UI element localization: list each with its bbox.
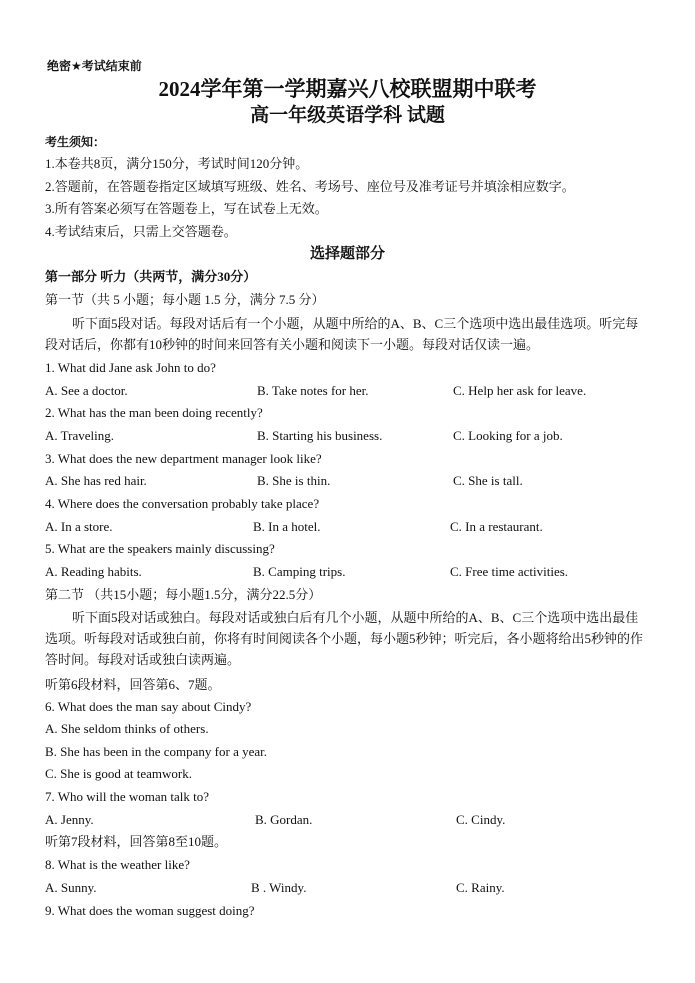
part1-heading: 第一部分 听力（共两节，满分30分） (45, 269, 257, 284)
option-a: A. Jenny. (45, 812, 94, 827)
question-stem: 6. What does the man say about Cindy? (45, 699, 252, 714)
option-b: B. She has been in the company for a year. (45, 744, 268, 759)
option-b: B. In a hotel. (253, 519, 321, 534)
option-c: C. Cindy. (456, 812, 506, 827)
option-b: B. Starting his business. (257, 428, 383, 443)
question-stem: 2. What has the man been doing recently? (45, 405, 263, 420)
option-a: A. In a store. (45, 519, 113, 534)
section-title: 选择题部分 (309, 246, 385, 262)
option-c: C. Free time activities. (450, 564, 569, 579)
option-a: A. Traveling. (45, 428, 114, 443)
notice-item: 1.本卷共8页，满分150分，考试时间120分钟。 (45, 156, 309, 171)
question-stem: 3. What does the new department manager look like? (45, 451, 322, 466)
question-stem: 5. What are the speakers mainly discussing? (45, 541, 275, 556)
sec2-instructions: 听下面5段对话或独白。每段对话或独白后有几个小题，从题中所给的A、B、C三个选项中选出最佳选项。听每段对话或独白前，你将有时间阅读各个小题，每小题5秒钟；听完后，各小题将给出5秒钟的作答时间。每段对话或独白读两遍。 (45, 610, 644, 667)
sec1-instructions: 听下面5段对话。每段对话后有一个小题，从题中所给的A、B、C三个选项中选出最佳选项。听完每段对话后，你都有10秒钟的时间来回答有关小题和阅读下一小题。每段对话仅读一遍。 (45, 316, 639, 352)
exam-title: 2024学年第一学期嘉兴八校联盟期中联考 (158, 77, 537, 101)
confidential-label: 绝密★考试结束前 (47, 59, 142, 73)
sec1-heading: 第一节（共 5 小题；每小题 1.5 分，满分 7.5 分） (45, 292, 325, 307)
question-stem: 7. Who will the woman talk to? (45, 789, 210, 804)
option-c: C. In a restaurant. (450, 519, 543, 534)
option-b: B. Take notes for her. (257, 383, 369, 398)
option-a: A. She seldom thinks of others. (45, 721, 209, 736)
option-c: C. She is tall. (453, 473, 523, 488)
option-a: A. She has red hair. (45, 473, 147, 488)
option-c: C. She is good at teamwork. (45, 766, 192, 781)
option-b: B. She is thin. (257, 473, 331, 488)
notice-item: 2.答题前，在答题卷指定区域填写班级、姓名、考场号、座位号及准考证号并填涂相应数字。 (45, 179, 575, 194)
option-c: C. Rainy. (456, 880, 505, 895)
option-b: B. Camping trips. (253, 564, 346, 579)
option-a: A. Sunny. (45, 880, 97, 895)
option-a: A. See a doctor. (45, 383, 128, 398)
option-c: C. Looking for a job. (453, 428, 563, 443)
question-stem: 4. Where does the conversation probably take place? (45, 496, 320, 511)
option-a: A. Reading habits. (45, 564, 142, 579)
sec2-heading: 第二节 （共15小题；每小题1.5分，满分22.5分） (45, 587, 322, 602)
question-stem: 8. What is the weather like? (45, 857, 190, 872)
option-b: B . Windy. (251, 880, 307, 895)
question-stem: 9. What does the woman suggest doing? (45, 903, 255, 918)
notice-item: 3.所有答案必须写在答题卷上，写在试卷上无效。 (45, 201, 328, 216)
material-note: 听第7段材料，回答第8至10题。 (45, 834, 228, 849)
notice-item: 4.考试结束后，只需上交答题卷。 (45, 224, 237, 239)
exam-subtitle: 高一年级英语学科 试题 (250, 105, 445, 126)
material-note: 听第6段材料，回答第6、7题。 (45, 677, 221, 692)
option-b: B. Gordan. (255, 812, 313, 827)
question-stem: 1. What did Jane ask John to do? (45, 360, 216, 375)
notice-heading: 考生须知： (45, 135, 106, 149)
option-c: C. Help her ask for leave. (453, 383, 587, 398)
